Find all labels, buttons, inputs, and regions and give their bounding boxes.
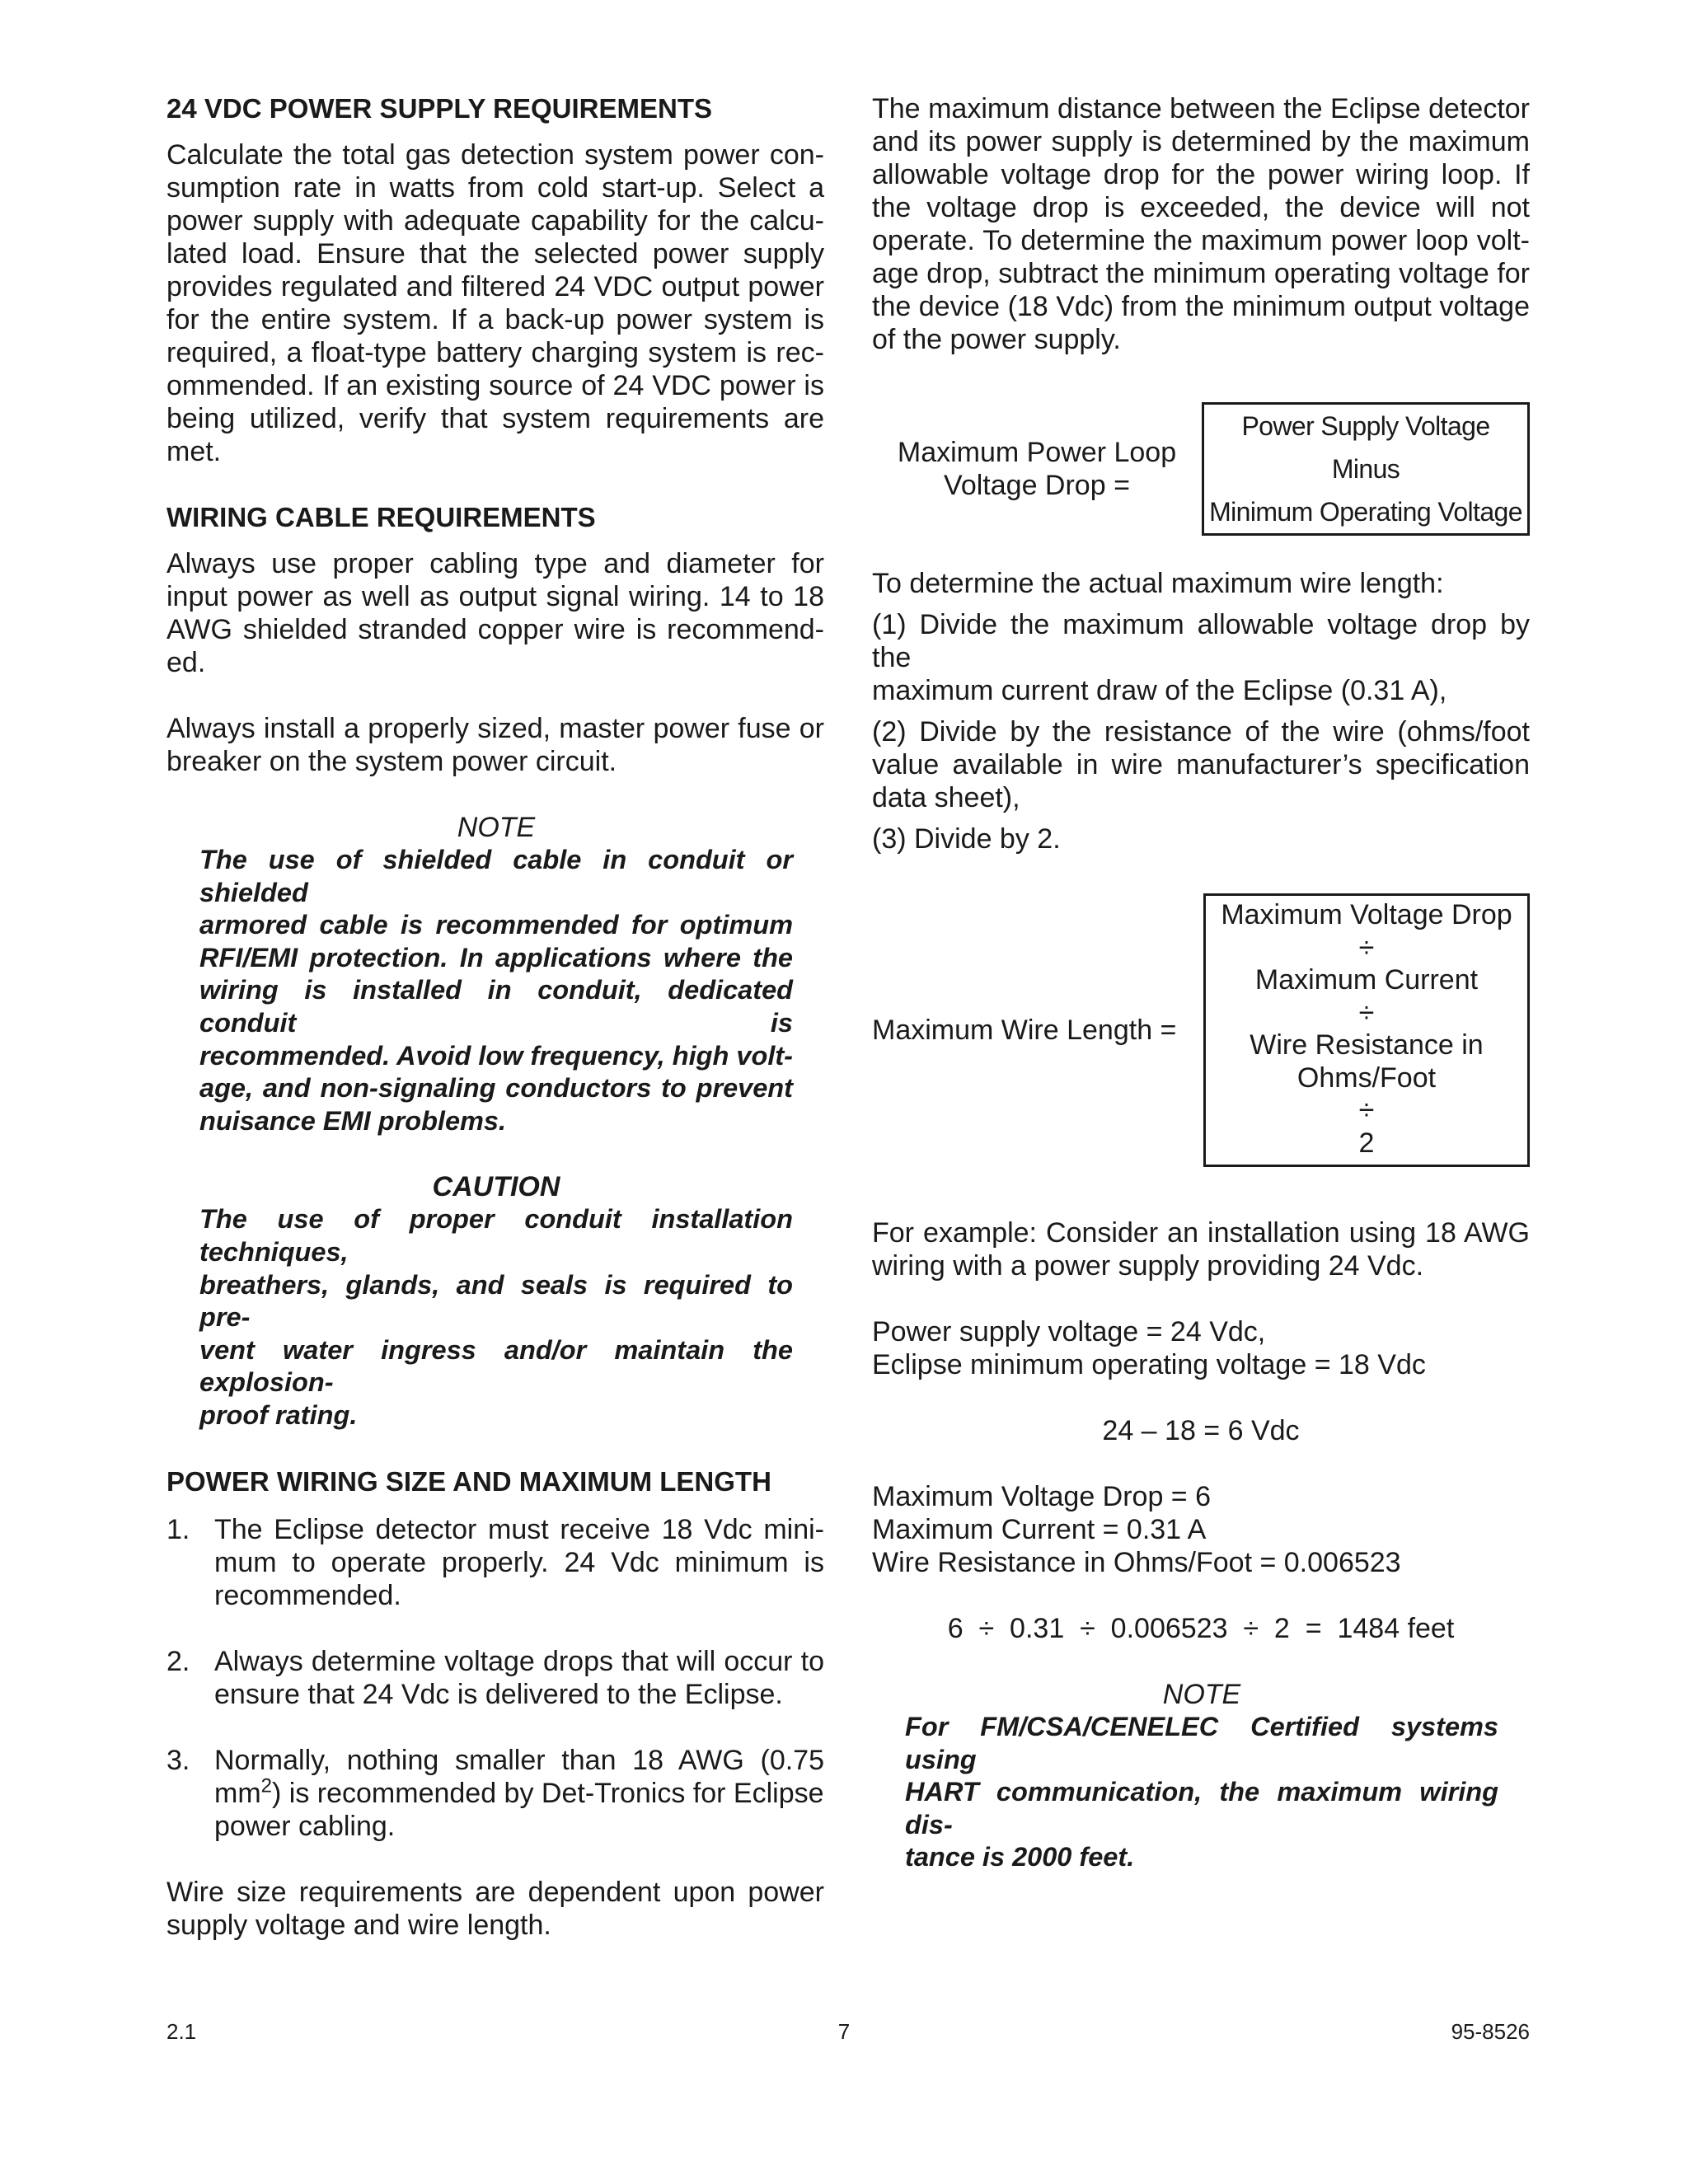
note-line: recommended. Avoid low frequency, high volt- [199, 1040, 793, 1071]
text-line: value available in wire manufacturer’s specification [872, 749, 1530, 780]
heading-power-wiring: POWER WIRING SIZE AND MAXIMUM LENGTH [166, 1465, 771, 1497]
formula-label [872, 436, 1202, 502]
example-paragraph [872, 1216, 1530, 1282]
divide-symbol: ÷ [1358, 1094, 1375, 1126]
note-title: NOTE [457, 812, 536, 843]
heading-power-supply: 24 VDC POWER SUPPLY REQUIREMENTS [166, 93, 712, 124]
text-line: allowable voltage drop for the power wiring loop. If [872, 159, 1530, 190]
note-block [199, 811, 793, 1137]
footer-revision: 2.1 [166, 2019, 197, 2044]
max-distance-paragraph [872, 92, 1530, 356]
text-line: ommended. If an existing source of 24 VDC power is [166, 370, 824, 401]
text-line: Calculate the total gas detection system power con- [166, 139, 824, 171]
caution-block [199, 1170, 793, 1432]
example-parameters [872, 1480, 1530, 1579]
wire-size-paragraph [166, 1876, 824, 1942]
formula-line: 2 [1358, 1127, 1375, 1159]
formula-label: Maximum Wire Length = [872, 1015, 1177, 1046]
list-number: 1. [166, 1513, 190, 1545]
fuse-paragraph [166, 712, 824, 778]
text-line: ensure that 24 Vdc is delivered to the Eclipse. [214, 1678, 783, 1710]
list-item [166, 1645, 824, 1711]
caution-line: proof rating. [199, 1399, 358, 1430]
power-supply-paragraph [166, 138, 824, 468]
calculation-result: 6 ÷ 0.31 ÷ 0.006523 ÷ 2 = 1484 feet [947, 1613, 1455, 1644]
text-line: Always use proper cabling type and diameter for [166, 548, 824, 579]
footer-page-number: 7 [837, 2019, 851, 2044]
text-line: Always determine voltage drops that will occur to [214, 1645, 824, 1677]
text-line: operate. To determine the maximum power loop volt- [872, 225, 1530, 256]
text-line: the voltage drop is exceeded, the device will not [872, 192, 1530, 223]
note-title: NOTE [1162, 1679, 1241, 1710]
text-line: For example: Consider an installation using 18 AWG [872, 1217, 1530, 1249]
text-line: ed. [166, 647, 206, 678]
text-line: (1) Divide the maximum allowable voltage drop by the [872, 609, 1530, 673]
text-line: for the entire system. If a back-up power system is [166, 304, 824, 335]
right-column [872, 92, 1530, 1874]
calculation-line: 24 – 18 = 6 Vdc [1102, 1415, 1300, 1446]
caution-line: The use of proper conduit installation techniques, [199, 1204, 793, 1267]
text-line: Maximum Current = 0.31 A [872, 1514, 1207, 1545]
requirements-list [166, 1513, 824, 1843]
note-line: wiring is installed in conduit, dedicated conduit is [199, 975, 793, 1038]
divide-symbol: ÷ [1358, 996, 1375, 1029]
text-line: input power as well as output signal wiring. 14 to 18 [166, 581, 824, 612]
text-line: being utilized, verify that system requirements are [166, 403, 824, 434]
note-line: nuisance EMI problems. [199, 1105, 507, 1136]
formula-label-line: Voltage Drop = [944, 470, 1130, 501]
list-number: 2. [166, 1645, 190, 1677]
caution-title: CAUTION [432, 1171, 560, 1203]
note-line: age, and non-signaling conductors to prevent [199, 1073, 793, 1104]
text-line: provides regulated and filtered 24 VDC output power [166, 271, 824, 302]
example-values [872, 1315, 1530, 1381]
step-3: (3) Divide by 2. [872, 823, 1061, 855]
formula-label-line: Maximum Power Loop [897, 437, 1177, 468]
text-line: Eclipse minimum operating voltage = 18 Vdc [872, 1349, 1426, 1380]
left-column [166, 92, 824, 1942]
text-line: power cabling. [214, 1810, 396, 1842]
formula-line: Ohms/Foot [1296, 1062, 1437, 1094]
text-line: Wire size requirements are dependent upon power [166, 1876, 824, 1908]
text-line: and its power supply is determined by the maximum [872, 126, 1530, 157]
formula-box [1203, 893, 1530, 1167]
note-line: tance is 2000 feet. [905, 1842, 1135, 1872]
text-line: the device (18 Vdc) from the minimum output voltage [872, 291, 1530, 322]
text-line: required, a float-type battery charging system is rec- [166, 337, 824, 368]
divide-symbol: ÷ [1358, 931, 1375, 963]
wiring-cable-paragraph [166, 547, 824, 679]
formula-line: Wire Resistance in [1250, 1029, 1484, 1061]
note-line: armored cable is recommended for optimum [199, 910, 793, 940]
caution-line: vent water ingress and/or maintain the explosion- [199, 1334, 793, 1398]
text-line: recommended. [214, 1579, 401, 1611]
list-number: 3. [166, 1744, 190, 1776]
formula-line: Maximum Current [1254, 964, 1479, 996]
formula-box [1202, 402, 1530, 536]
text-line: To determine the actual maximum wire length: [872, 568, 1444, 599]
text-line: maximum current draw of the Eclipse (0.31 A), [872, 675, 1447, 706]
text-line: The maximum distance between the Eclipse detector [872, 93, 1530, 124]
heading-wiring-cable: WIRING CABLE REQUIREMENTS [166, 502, 596, 532]
text-line: Normally, nothing smaller than 18 AWG (0.75 [214, 1744, 824, 1776]
text-line: of the power supply. [872, 324, 1121, 355]
note-block [905, 1678, 1498, 1874]
text-line: age drop, subtract the minimum operating voltage for [872, 258, 1530, 289]
text-line: supply voltage and wire length. [166, 1909, 551, 1941]
text-line: sumption rate in watts from cold start-up. Select a [166, 172, 824, 204]
text-line: Wire Resistance in Ohms/Foot = 0.006523 [872, 1547, 1401, 1578]
formula-line: Maximum Voltage Drop [1221, 899, 1512, 930]
text-line: mum to operate properly. 24 Vdc minimum is [214, 1546, 824, 1578]
list-item [166, 1744, 824, 1843]
caution-line: breathers, glands, and seals is required to pre- [199, 1269, 793, 1333]
voltage-drop-formula [872, 402, 1530, 536]
step-2 [872, 715, 1530, 814]
text-line: Maximum Voltage Drop = 6 [872, 1481, 1212, 1512]
text-line: met. [166, 436, 222, 467]
wire-length-formula [872, 893, 1530, 1167]
formula-line: Minimum Operating Voltage [1209, 497, 1522, 527]
text-line: power supply with adequate capability for the calcu- [166, 205, 824, 237]
note-line: For FM/CSA/CENELEC Certified systems using [905, 1712, 1498, 1774]
text-line: data sheet), [872, 782, 1020, 813]
text-line: AWG shielded stranded copper wire is recommend- [166, 614, 824, 645]
step-1 [872, 608, 1530, 707]
footer-document-number: 95-8526 [1451, 2019, 1530, 2044]
note-line: HART communication, the maximum wiring dis- [905, 1777, 1498, 1840]
text-line: wiring with a power supply providing 24 Vdc. [872, 1250, 1424, 1282]
text-line: Power supply voltage = 24 Vdc, [872, 1316, 1266, 1347]
superscript: 2 [260, 1774, 273, 1797]
formula-line: Minus [1331, 454, 1400, 484]
note-line: RFI/EMI protection. In applications where the [199, 942, 793, 972]
text-line: Always install a properly sized, master power fuse or [166, 713, 824, 744]
text-line: The Eclipse detector must receive 18 Vdc mini- [214, 1513, 824, 1545]
formula-line: Power Supply Voltage [1241, 411, 1490, 441]
text-line: lated load. Ensure that the selected power supply [166, 238, 824, 269]
text-line: $mm^2$) is recommended by Det-Tronics for Eclipse [214, 1774, 824, 1809]
text-line: breaker on the system power circuit. [166, 746, 617, 777]
note-line: The use of shielded cable in conduit or shielded [199, 845, 793, 907]
text-line: (2) Divide by the resistance of the wire (ohms/foot [872, 716, 1530, 748]
list-item [166, 1513, 824, 1612]
